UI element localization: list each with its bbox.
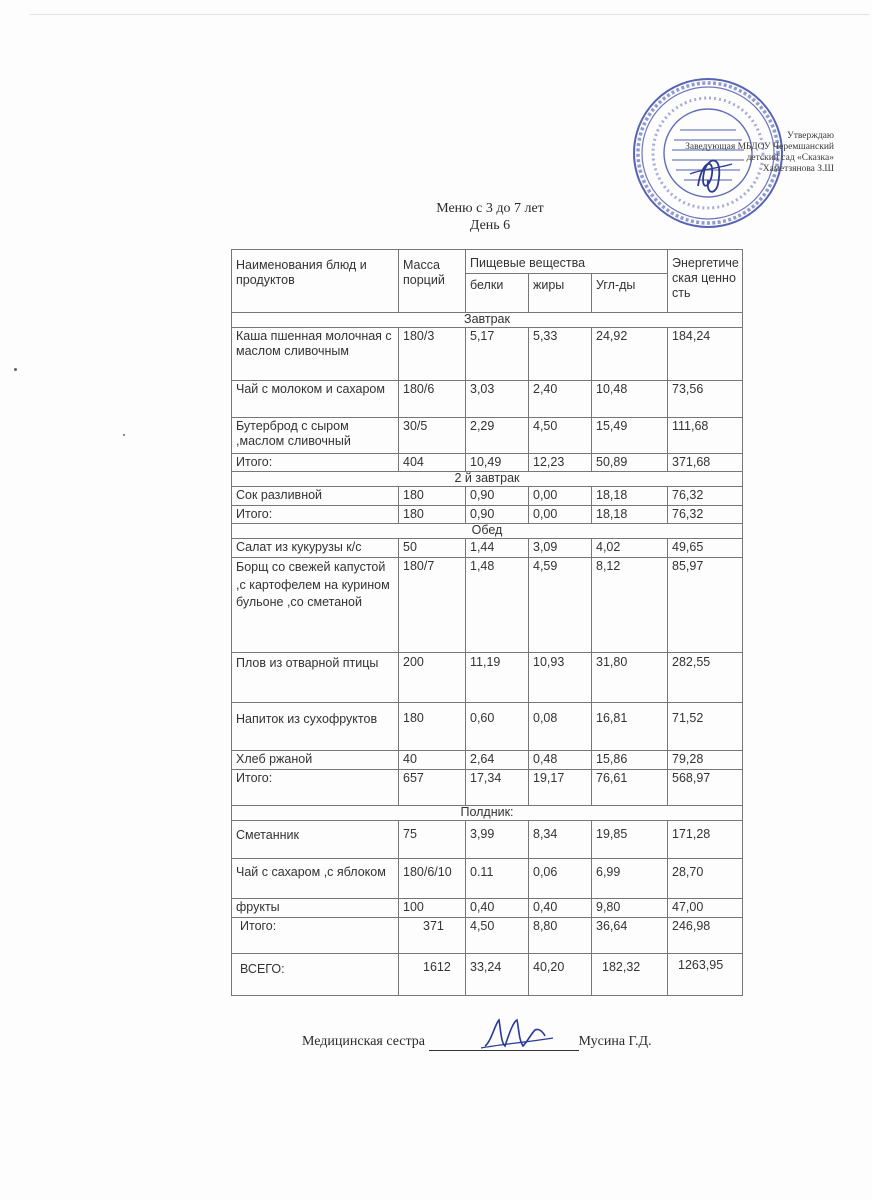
dish-name: Каша пшенная молочная с маслом сливочным [232, 328, 399, 381]
total-mass: 404 [399, 454, 466, 472]
scan-speck [123, 434, 125, 436]
page-title [380, 200, 600, 234]
table-row [232, 653, 743, 703]
header-row [232, 250, 743, 274]
dish-mass: 75 [399, 821, 466, 859]
dish-energy: 76,32 [668, 487, 743, 506]
dish-fat: 0,48 [529, 751, 592, 770]
section-title: 2 й завтрак [232, 472, 743, 487]
dish-carbs: 16,81 [592, 703, 668, 751]
dish-carbs: 19,85 [592, 821, 668, 859]
dish-mass: 180/3 [399, 328, 466, 381]
total-carbs: 36,64 [592, 918, 668, 954]
dish-fat: 10,93 [529, 653, 592, 703]
dish-name: Сок разливной [232, 487, 399, 506]
dish-name: Плов из отварной птицы [232, 653, 399, 703]
total-row [232, 770, 743, 806]
dish-protein: 0,40 [466, 899, 529, 918]
dish-energy: 111,68 [668, 418, 743, 454]
dish-mass: 180/6/10 [399, 859, 466, 899]
dish-energy: 184,24 [668, 328, 743, 381]
approval-line: Хаметзянова З.Ш [762, 164, 834, 174]
dish-fat: 5,33 [529, 328, 592, 381]
dish-mass: 180/6 [399, 381, 466, 418]
section-title: Завтрак [232, 313, 743, 328]
dish-name: Напиток из сухофруктов [232, 703, 399, 751]
header-carbs: Угл-ды [592, 274, 668, 313]
header-name: Наименования блюд и продуктов [232, 250, 399, 313]
dish-name: Бутерброд с сыром ,маслом сливочный [232, 418, 399, 454]
dish-protein: 0.11 [466, 859, 529, 899]
total-label: Итого: [232, 918, 399, 954]
total-label: Итого: [232, 454, 399, 472]
dish-name: Чай с сахаром ,с яблоком [232, 859, 399, 899]
dish-mass: 100 [399, 899, 466, 918]
dish-protein: 3,03 [466, 381, 529, 418]
table-row [232, 558, 743, 653]
title-age: Меню с 3 до 7 лет [436, 201, 544, 216]
dish-carbs: 6,99 [592, 859, 668, 899]
grand-total-mass: 1612 [399, 954, 466, 996]
total-fat: 0,00 [529, 506, 592, 524]
total-label: Итого: [232, 770, 399, 806]
footer-name: Мусина Г.Д. [578, 1034, 652, 1049]
total-row [232, 506, 743, 524]
dish-name: Хлеб ржаной [232, 751, 399, 770]
dish-protein: 3,99 [466, 821, 529, 859]
dish-fat: 0,06 [529, 859, 592, 899]
dish-mass: 180/7 [399, 558, 466, 653]
total-mass: 371 [399, 918, 466, 954]
dish-protein: 0,90 [466, 487, 529, 506]
table-row [232, 703, 743, 751]
total-mass: 180 [399, 506, 466, 524]
dish-energy: 28,70 [668, 859, 743, 899]
dish-fat: 4,59 [529, 558, 592, 653]
dish-mass: 180 [399, 703, 466, 751]
table-row [232, 821, 743, 859]
header-fat: жиры [529, 274, 592, 313]
dish-energy: 71,52 [668, 703, 743, 751]
table-row [232, 899, 743, 918]
dish-protein: 1,48 [466, 558, 529, 653]
approval-block [658, 131, 834, 175]
total-carbs: 76,61 [592, 770, 668, 806]
approval-line: Утверждаю [787, 131, 834, 141]
dish-carbs: 15,86 [592, 751, 668, 770]
dish-fat: 0,40 [529, 899, 592, 918]
dish-protein: 0,60 [466, 703, 529, 751]
dish-fat: 0,08 [529, 703, 592, 751]
table-row [232, 328, 743, 381]
total-carbs: 50,89 [592, 454, 668, 472]
dish-energy: 85,97 [668, 558, 743, 653]
dish-carbs: 31,80 [592, 653, 668, 703]
total-row [232, 918, 743, 954]
table-row [232, 418, 743, 454]
dish-carbs: 15,49 [592, 418, 668, 454]
dish-energy: 79,28 [668, 751, 743, 770]
total-energy: 371,68 [668, 454, 743, 472]
total-energy: 76,32 [668, 506, 743, 524]
dish-carbs: 9,80 [592, 899, 668, 918]
table-row [232, 859, 743, 899]
section-title: Обед [232, 524, 743, 539]
dish-mass: 50 [399, 539, 466, 558]
dish-fat: 8,34 [529, 821, 592, 859]
dish-mass: 200 [399, 653, 466, 703]
section-title: Полдник: [232, 806, 743, 821]
footer-role: Медицинская сестра [302, 1034, 426, 1049]
table-row [232, 539, 743, 558]
dish-fat: 2,40 [529, 381, 592, 418]
dish-energy: 171,28 [668, 821, 743, 859]
header-nutrients: Пищевые вещества [466, 250, 668, 274]
grand-total-label: ВСЕГО: [232, 954, 399, 996]
total-carbs: 18,18 [592, 506, 668, 524]
dish-name: фрукты [232, 899, 399, 918]
dish-protein: 5,17 [466, 328, 529, 381]
table-row [232, 487, 743, 506]
total-energy: 568,97 [668, 770, 743, 806]
dish-mass: 180 [399, 487, 466, 506]
total-protein: 0,90 [466, 506, 529, 524]
total-mass: 657 [399, 770, 466, 806]
table-row [232, 381, 743, 418]
footer-signature-line [302, 1033, 722, 1051]
total-protein: 10,49 [466, 454, 529, 472]
grand-total-fat: 40,20 [529, 954, 592, 996]
page-top-edge [30, 14, 870, 15]
total-row [232, 454, 743, 472]
total-fat: 8,80 [529, 918, 592, 954]
total-fat: 19,17 [529, 770, 592, 806]
grand-total-protein: 33,24 [466, 954, 529, 996]
dish-carbs: 8,12 [592, 558, 668, 653]
dish-fat: 4,50 [529, 418, 592, 454]
dish-fat: 3,09 [529, 539, 592, 558]
dish-protein: 2,64 [466, 751, 529, 770]
dish-mass: 40 [399, 751, 466, 770]
grand-total-carbs: 182,32 [592, 954, 668, 996]
total-protein: 17,34 [466, 770, 529, 806]
dish-name: Чай с молоком и сахаром [232, 381, 399, 418]
dish-mass: 30/5 [399, 418, 466, 454]
grand-total-energy: 1263,95 [668, 954, 743, 996]
dish-carbs: 10,48 [592, 381, 668, 418]
approval-line: детский сад «Сказка» [746, 153, 834, 163]
grand-total-row [232, 954, 743, 996]
dish-energy: 282,55 [668, 653, 743, 703]
total-fat: 12,23 [529, 454, 592, 472]
header-mass: Масса порций [399, 250, 466, 313]
total-protein: 4,50 [466, 918, 529, 954]
menu-table [231, 249, 743, 996]
total-label: Итого: [232, 506, 399, 524]
dish-energy: 49,65 [668, 539, 743, 558]
table-row [232, 751, 743, 770]
dish-carbs: 4,02 [592, 539, 668, 558]
header-protein: белки [466, 274, 529, 313]
title-day: День 6 [469, 218, 511, 233]
dish-name: Сметанник [232, 821, 399, 859]
dish-name: Салат из кукурузы к/с [232, 539, 399, 558]
scan-speck [14, 368, 17, 371]
dish-energy: 47,00 [668, 899, 743, 918]
signature-line [429, 1036, 579, 1051]
dish-fat: 0,00 [529, 487, 592, 506]
total-energy: 246,98 [668, 918, 743, 954]
dish-carbs: 24,92 [592, 328, 668, 381]
dish-name: Борщ со свежей капустой ,с картофелем на курином бульоне ,со сметаной [232, 558, 399, 653]
header-energy: Энергетическая ценность [668, 250, 743, 313]
dish-carbs: 18,18 [592, 487, 668, 506]
dish-protein: 2,29 [466, 418, 529, 454]
approval-line: Заведующая МБДОУ Черемшанский [685, 142, 834, 152]
dish-protein: 1,44 [466, 539, 529, 558]
dish-protein: 11,19 [466, 653, 529, 703]
dish-energy: 73,56 [668, 381, 743, 418]
